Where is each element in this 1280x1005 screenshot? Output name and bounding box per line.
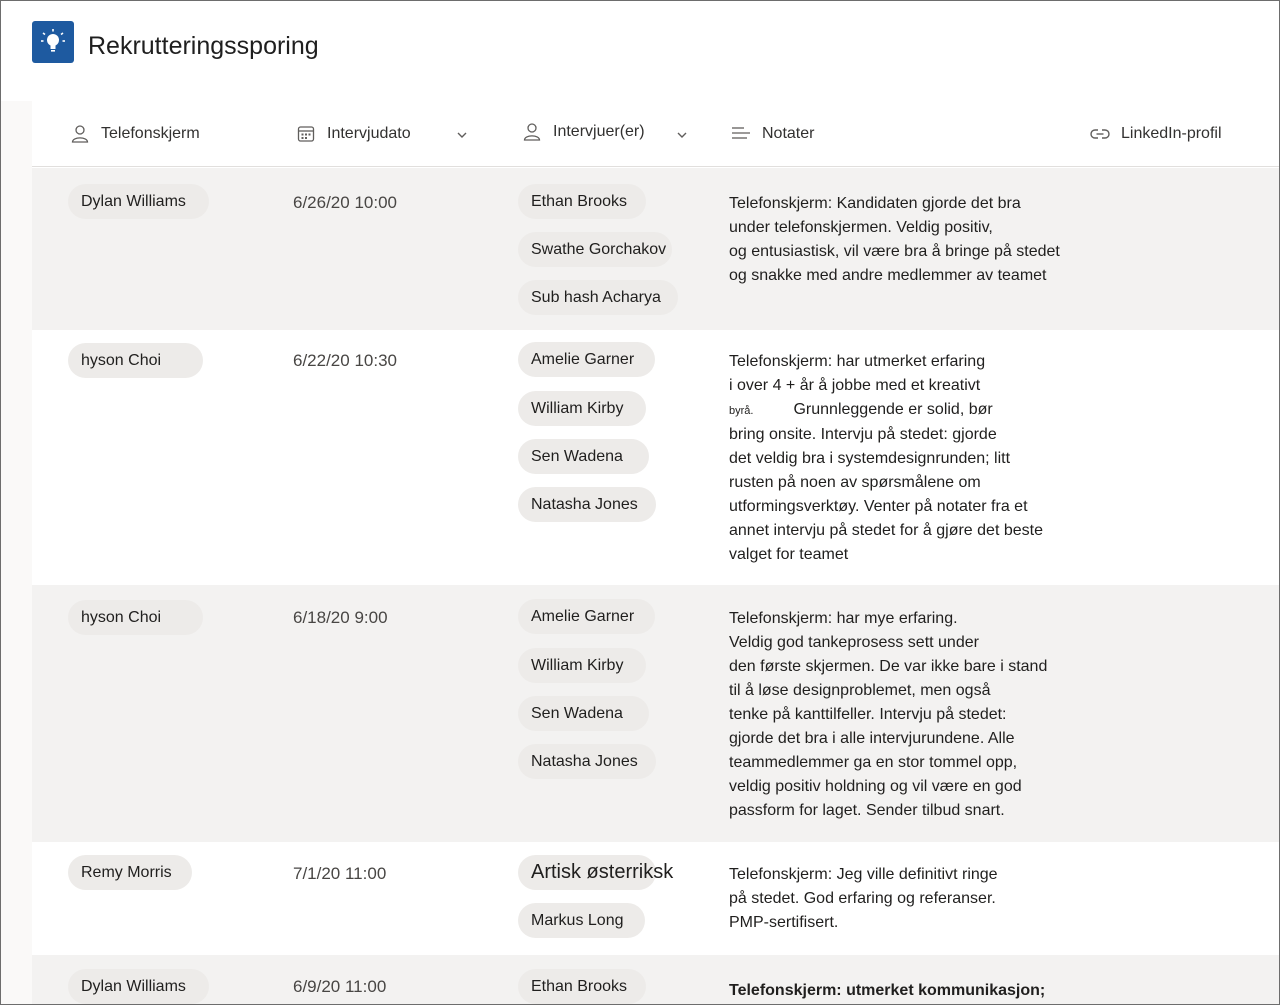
notes-line: tenke på kanttilfeller. Intervju på stedet: <box>729 706 1007 723</box>
candidate-pill[interactable]: hyson Choi <box>68 343 203 378</box>
interviewer-pill[interactable]: Sen Wadena <box>518 439 649 474</box>
notes-line: under telefonskjermen. Veldig positiv, <box>729 219 993 236</box>
notes-cell[interactable] <box>729 607 1069 823</box>
column-header-telefonskjerm[interactable] <box>70 101 200 167</box>
interviewer-pill[interactable]: William Kirby <box>518 648 646 683</box>
candidate-pill[interactable]: Dylan Williams <box>68 184 209 219</box>
interviewer-pill[interactable]: Amelie Garner <box>518 342 655 377</box>
notes-line: bring onsite. Intervju på stedet: gjorde <box>729 426 997 443</box>
interviewer-pill[interactable]: Natasha Jones <box>518 744 656 779</box>
column-label: LinkedIn-profil <box>1121 125 1222 142</box>
column-header-linkedin[interactable] <box>1090 101 1222 167</box>
link-icon <box>1090 124 1110 144</box>
column-label: Intervjuer(er) <box>553 123 645 140</box>
interviewer-pill[interactable]: Natasha Jones <box>518 487 656 522</box>
data-grid <box>32 101 1280 1005</box>
notes-line: Telefonskjerm: Jeg ville definitivt ringe <box>729 866 998 883</box>
column-header-intervjudato[interactable] <box>296 101 411 167</box>
calendar-icon <box>296 124 316 144</box>
interview-date: 7/1/20 11:00 <box>293 864 387 883</box>
table-row[interactable] <box>32 168 1280 330</box>
notes-text: Grunnleggende er solid, bør <box>793 401 993 418</box>
candidate-pill[interactable]: Dylan Williams <box>68 969 209 1004</box>
lightbulb-icon <box>32 21 74 63</box>
notes-line: og entusiastisk, vil være bra å bringe på stedet <box>729 243 1060 260</box>
notes-line: Telefonskjerm: har utmerket erfaring <box>729 353 986 370</box>
grid-header <box>32 101 1280 167</box>
app-title: Rekrutteringssporing <box>88 32 319 60</box>
notes-cell[interactable] <box>729 350 1069 567</box>
interviewer-pill[interactable]: Markus Long <box>518 903 645 938</box>
chevron-down-icon[interactable] <box>676 128 688 140</box>
candidate-pill[interactable]: Remy Morris <box>68 855 192 890</box>
interview-date: 6/26/20 10:00 <box>293 193 397 212</box>
interviewer-pill[interactable]: Ethan Brooks <box>518 184 646 219</box>
chevron-down-icon[interactable] <box>456 128 468 140</box>
notes-line: det veldig bra i systemdesignrunden; litt <box>729 450 1011 467</box>
interviewer-pill[interactable]: Sen Wadena <box>518 696 649 731</box>
notes-line: på stedet. God erfaring og referanser. <box>729 890 996 907</box>
notes-line: valget for teamet <box>729 546 849 563</box>
notes-cell[interactable] <box>729 979 1069 1003</box>
interviewer-pill[interactable]: Artisk østerriksk <box>518 855 656 890</box>
notes-line: PMP-sertifisert. <box>729 914 839 931</box>
notes-line: i over 4 + år å jobbe med et kreativt <box>729 377 981 394</box>
table-row[interactable] <box>32 585 1280 842</box>
person-icon <box>522 122 542 142</box>
notes-line: Telefonskjerm: har mye erfaring. <box>729 610 958 627</box>
notes-small-prefix: byrå. <box>729 405 754 417</box>
interviewer-pill[interactable]: Amelie Garner <box>518 599 655 634</box>
table-row[interactable] <box>32 842 1280 955</box>
notes-cell[interactable] <box>729 192 1069 288</box>
column-label: Intervjudato <box>327 125 411 142</box>
column-header-notater[interactable] <box>731 101 814 167</box>
person-icon <box>70 124 90 144</box>
notes-cell[interactable] <box>729 863 1069 935</box>
table-row[interactable] <box>32 955 1280 1005</box>
notes-line: Veldig god tankeprosess sett under <box>729 634 979 651</box>
interview-date: 6/9/20 11:00 <box>293 977 387 996</box>
column-header-intervjuere[interactable] <box>522 99 645 165</box>
interviewer-pill[interactable]: Sub hash Acharya <box>518 280 678 315</box>
interviewer-pill[interactable]: Ethan Brooks <box>518 969 646 1004</box>
notes-line: og snakke med andre medlemmer av teamet <box>729 267 1047 284</box>
notes-line: Telefonskjerm: utmerket kommunikasjon; <box>729 982 1046 999</box>
interview-date: 6/22/20 10:30 <box>293 351 397 370</box>
notes-line: passform for laget. Sender tilbud snart. <box>729 802 1005 819</box>
notes-line <box>729 398 1069 423</box>
column-label: Telefonskjerm <box>101 125 200 142</box>
notes-line: den første skjermen. De var ikke bare i stand <box>729 658 1048 675</box>
notes-line: rusten på noen av spørsmålene om <box>729 474 981 491</box>
notes-line: gjorde det bra i alle intervjurundene. Alle <box>729 730 1015 747</box>
interviewer-pill[interactable]: Swathe Gorchakov <box>518 232 672 267</box>
text-lines-icon <box>731 124 751 144</box>
notes-line: Telefonskjerm: Kandidaten gjorde det bra <box>729 195 1021 212</box>
notes-line: teammedlemmer ga en stor tommel opp, <box>729 754 1018 771</box>
notes-line: annet intervju på stedet for å gjøre det beste <box>729 522 1043 539</box>
column-label: Notater <box>762 125 815 142</box>
table-row[interactable] <box>32 330 1280 585</box>
interview-date: 6/18/20 9:00 <box>293 608 388 627</box>
notes-line: til å løse designproblemet, men også <box>729 682 991 699</box>
notes-line: veldig positiv holdning og vil være en god <box>729 778 1022 795</box>
interviewer-pill[interactable]: William Kirby <box>518 391 646 426</box>
app-header <box>1 1 1279 101</box>
notes-line: utformingsverktøy. Venter på notater fra et <box>729 498 1028 515</box>
candidate-pill[interactable]: hyson Choi <box>68 600 203 635</box>
